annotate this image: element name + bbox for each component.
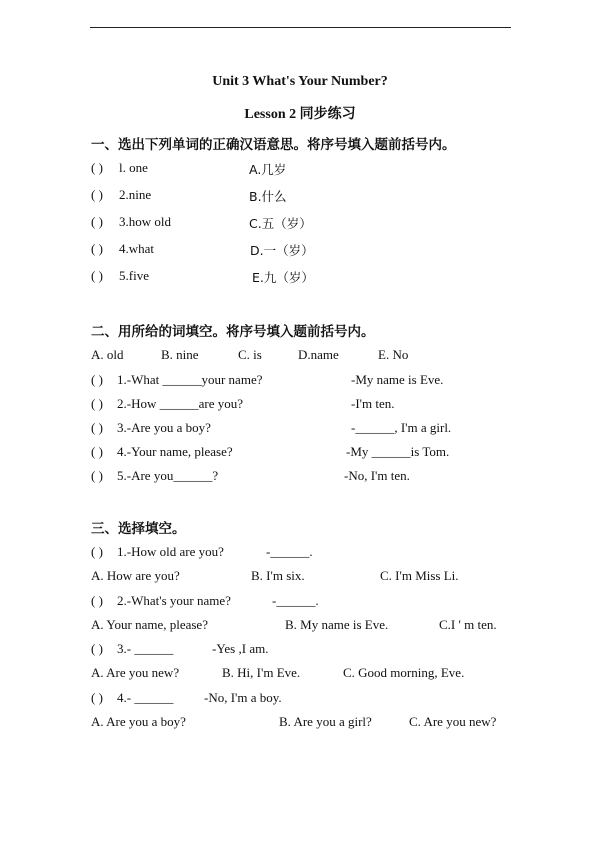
mc-reply: -No, I'm a boy.: [204, 690, 282, 705]
fill-question: 1.-What ______your name?: [117, 372, 263, 387]
vocab-item: 2.nine: [119, 187, 152, 202]
answer-blank[interactable]: ( ): [91, 544, 103, 559]
fill-question: 4.-Your name, please?: [117, 444, 233, 459]
meaning-option: B.什么: [249, 189, 287, 204]
answer-blank[interactable]: ( ): [91, 160, 103, 175]
mc-choice: A. Are you a boy?: [91, 714, 186, 729]
mc-choice: C. Good morning, Eve.: [343, 665, 465, 680]
fill-answer: -My ______is Tom.: [346, 444, 450, 459]
fill-answer: -______, I'm a girl.: [351, 420, 452, 435]
section3-heading: 三、选择填空。: [91, 521, 186, 537]
answer-blank[interactable]: ( ): [91, 214, 103, 229]
fill-answer: -No, I'm ten.: [344, 468, 410, 483]
fill-answer: -My name is Eve.: [351, 372, 444, 387]
vocab-item: 5.five: [119, 268, 149, 283]
vocab-item: l. one: [119, 160, 148, 175]
mc-choice: B. Hi, I'm Eve.: [222, 665, 301, 680]
mc-choice: C. Are you new?: [409, 714, 497, 729]
answer-blank[interactable]: ( ): [91, 396, 103, 411]
section1-heading: 一、选出下列单词的正确汉语意思。将序号填入题前括号内。: [91, 137, 456, 153]
answer-blank[interactable]: ( ): [91, 468, 103, 483]
meaning-option: C.五（岁）: [249, 216, 312, 231]
fill-question: 3.-Are you a boy?: [117, 420, 211, 435]
top-divider: [90, 27, 511, 28]
mc-choice: A. Your name, please?: [91, 617, 208, 632]
answer-blank[interactable]: ( ): [91, 593, 103, 608]
meaning-option: E.九（岁）: [252, 270, 314, 285]
mc-choice: A. How are you?: [91, 568, 180, 583]
vocab-item: 3.how old: [119, 214, 171, 229]
answer-blank[interactable]: ( ): [91, 187, 103, 202]
answer-blank[interactable]: ( ): [91, 444, 103, 459]
mc-choice: C.I ' m ten.: [439, 617, 497, 632]
answer-blank[interactable]: ( ): [91, 241, 103, 256]
section2-heading: 二、用所给的词填空。将序号填入题前括号内。: [91, 324, 375, 340]
answer-blank[interactable]: ( ): [91, 372, 103, 387]
answer-blank[interactable]: ( ): [91, 420, 103, 435]
mc-question: 4.- ______: [117, 690, 174, 705]
mc-reply: -______.: [272, 593, 319, 608]
word-option: B. nine: [161, 347, 199, 362]
mc-choice: B. My name is Eve.: [285, 617, 389, 632]
vocab-item: 4.what: [119, 241, 155, 256]
meaning-option: A.几岁: [249, 162, 287, 177]
mc-reply: -______.: [266, 544, 313, 559]
answer-blank[interactable]: ( ): [91, 641, 103, 656]
mc-question: 2.-What's your name?: [117, 593, 231, 608]
word-option: E. No: [378, 347, 409, 362]
mc-choice: B. Are you a girl?: [279, 714, 372, 729]
word-option: A. old: [91, 347, 124, 362]
mc-question: 1.-How old are you?: [117, 544, 224, 559]
answer-blank[interactable]: ( ): [91, 268, 103, 283]
meaning-option: D.一（岁）: [250, 243, 314, 258]
mc-choice: C. I'm Miss Li.: [380, 568, 459, 583]
page-title: Unit 3 What's Your Number?: [212, 74, 388, 89]
mc-choice: A. Are you new?: [91, 665, 180, 680]
fill-question: 5.-Are you______?: [117, 468, 219, 483]
mc-reply: -Yes ,I am.: [212, 641, 269, 656]
page-subtitle: Lesson 2 同步练习: [244, 107, 356, 122]
mc-choice: B. I'm six.: [251, 568, 305, 583]
mc-question: 3.- ______: [117, 641, 174, 656]
answer-blank[interactable]: ( ): [91, 690, 103, 705]
fill-question: 2.-How ______are you?: [117, 396, 243, 411]
word-option: D.name: [298, 347, 339, 362]
fill-answer: -I'm ten.: [351, 396, 395, 411]
word-option: C. is: [238, 347, 262, 362]
